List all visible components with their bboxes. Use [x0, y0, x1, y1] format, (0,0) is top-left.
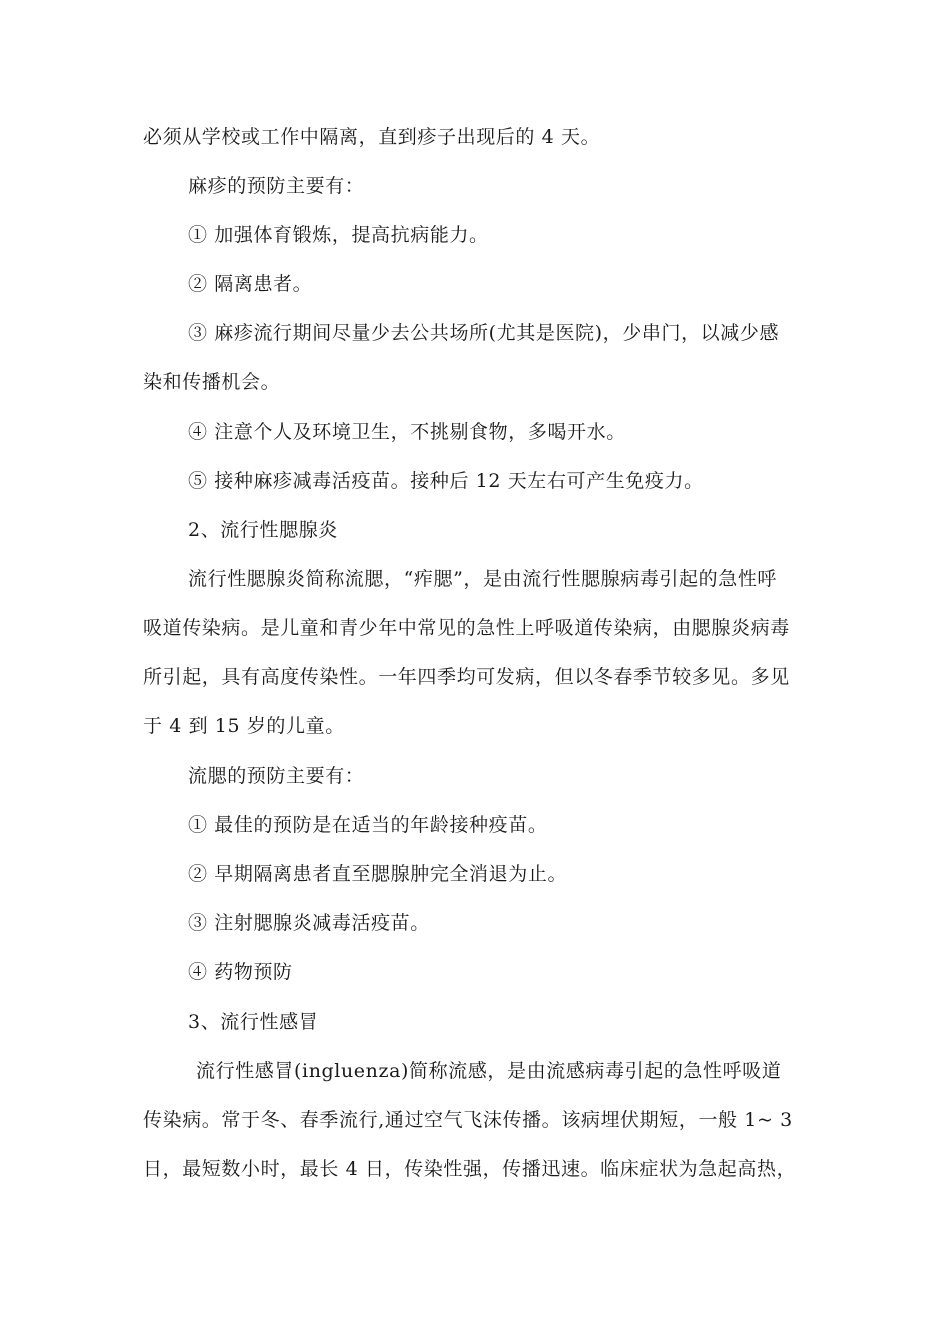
list-item: ③ 麻疹流行期间尽量少去公共场所(尤其是医院)，少串门，以减少感	[188, 322, 780, 344]
list-item: ④ 注意个人及环境卫生，不挑剔食物，多喝开水。	[188, 421, 626, 443]
section-heading: 2、流行性腮腺炎	[188, 519, 338, 541]
list-item: ④ 药物预防	[188, 961, 293, 983]
list-item: ① 最佳的预防是在适当的年龄接种疫苗。	[188, 814, 548, 836]
list-item: ③ 注射腮腺炎减毒活疫苗。	[188, 912, 430, 934]
text-line: 所引起，具有高度传染性。一年四季均可发病，但以冬春季节较多见。多见	[143, 666, 790, 688]
text-line: 吸道传染病。是儿童和青少年中常见的急性上呼吸道传染病，由腮腺炎病毒	[143, 617, 790, 639]
list-item: ① 加强体育锻炼，提高抗病能力。	[188, 224, 489, 246]
text-line: 流行性腮腺炎简称流腮，“痄腮”，是由流行性腮腺病毒引起的急性呼	[188, 568, 778, 590]
text-line: 日，最短数小时，最长 4 日，传染性强，传播迅速。临床症状为急起高热，	[143, 1158, 797, 1180]
text-line: 流腮的预防主要有：	[188, 765, 365, 787]
text-line: 染和传播机会。	[143, 371, 281, 393]
text-line: 必须从学校或工作中隔离，直到疹子出现后的 4 天。	[143, 126, 601, 148]
list-item: ② 早期隔离患者直至腮腺肿完全消退为止。	[188, 863, 568, 885]
list-item: ② 隔离患者。	[188, 273, 313, 295]
text-line: 麻疹的预防主要有：	[188, 175, 365, 197]
text-line: 流行性感冒(ingluenza)简称流感，是由流感病毒引起的急性呼吸道	[196, 1060, 782, 1082]
list-item: ⑤ 接种麻疹减毒活疫苗。接种后 12 天左右可产生免疫力。	[188, 470, 704, 492]
section-heading: 3、流行性感冒	[188, 1011, 319, 1033]
text-line: 传染病。常于冬、春季流行,通过空气飞沫传播。该病埋伏期短，一般 1~ 3	[143, 1109, 793, 1131]
text-line: 于 4 到 15 岁的儿童。	[143, 715, 345, 737]
